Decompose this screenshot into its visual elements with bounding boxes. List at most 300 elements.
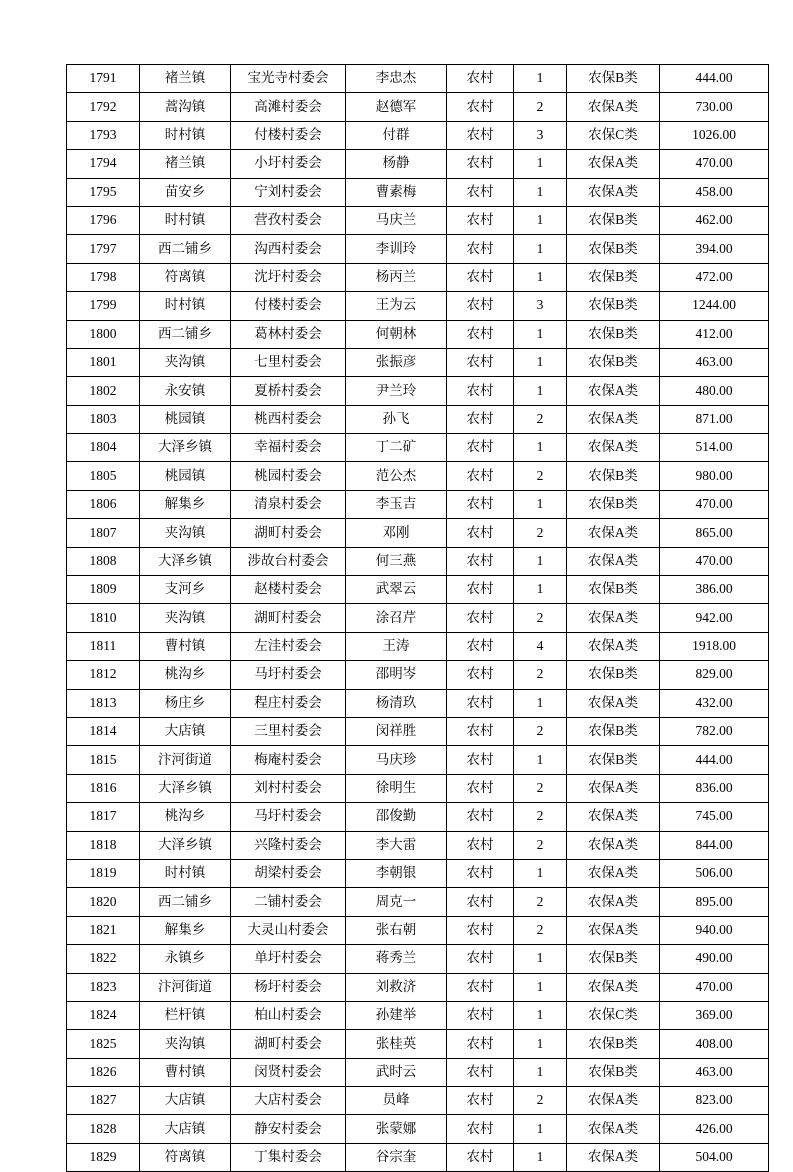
cell-village: 付楼村委会 [231,292,346,320]
cell-town: 大店镇 [140,1087,231,1115]
table-row [67,93,769,121]
cell-sequence-number: 1810 [67,604,140,632]
cell-subsidy-class: 农保A类 [567,604,660,632]
cell-town: 夹沟镇 [140,1030,231,1058]
table-row [67,576,769,604]
cell-town: 杨庄乡 [140,689,231,717]
cell-town: 桃沟乡 [140,661,231,689]
cell-subsidy-class: 农保A类 [567,632,660,660]
cell-household-type: 农村 [447,547,514,575]
cell-town: 永安镇 [140,377,231,405]
cell-person-name: 谷宗奎 [346,1143,447,1171]
cell-household-type: 农村 [447,945,514,973]
table-row [67,178,769,206]
cell-amount: 462.00 [660,206,769,234]
table-row [67,803,769,831]
cell-village: 小圩村委会 [231,150,346,178]
table-row [67,717,769,745]
cell-person-name: 李朝银 [346,859,447,887]
cell-town: 大泽乡镇 [140,547,231,575]
cell-amount: 895.00 [660,888,769,916]
cell-person-count: 1 [514,150,567,178]
cell-town: 桃园镇 [140,405,231,433]
cell-household-type: 农村 [447,1143,514,1171]
cell-town: 时村镇 [140,292,231,320]
cell-town: 褚兰镇 [140,65,231,93]
cell-sequence-number: 1816 [67,774,140,802]
cell-town: 桃园镇 [140,462,231,490]
cell-person-count: 1 [514,746,567,774]
cell-person-count: 3 [514,292,567,320]
cell-household-type: 农村 [447,661,514,689]
table-row [67,121,769,149]
cell-amount: 745.00 [660,803,769,831]
table-row [67,235,769,263]
cell-sequence-number: 1821 [67,916,140,944]
cell-subsidy-class: 农保A类 [567,405,660,433]
cell-town: 西二铺乡 [140,320,231,348]
cell-person-name: 武时云 [346,1058,447,1086]
cell-town: 时村镇 [140,206,231,234]
table-row [67,632,769,660]
cell-household-type: 农村 [447,973,514,1001]
cell-sequence-number: 1801 [67,348,140,376]
table-row [67,490,769,518]
cell-village: 马圩村委会 [231,661,346,689]
cell-amount: 865.00 [660,519,769,547]
cell-town: 大店镇 [140,717,231,745]
cell-person-name: 孙建举 [346,1001,447,1029]
cell-person-name: 邵明岑 [346,661,447,689]
cell-town: 褚兰镇 [140,150,231,178]
cell-amount: 871.00 [660,405,769,433]
cell-person-name: 张桂英 [346,1030,447,1058]
cell-person-name: 赵德军 [346,93,447,121]
cell-household-type: 农村 [447,462,514,490]
cell-amount: 980.00 [660,462,769,490]
cell-person-name: 王为云 [346,292,447,320]
cell-village: 湖町村委会 [231,1030,346,1058]
cell-household-type: 农村 [447,1058,514,1086]
cell-village: 赵楼村委会 [231,576,346,604]
cell-sequence-number: 1823 [67,973,140,1001]
cell-amount: 369.00 [660,1001,769,1029]
cell-village: 柏山村委会 [231,1001,346,1029]
cell-town: 西二铺乡 [140,888,231,916]
cell-subsidy-class: 农保B类 [567,1030,660,1058]
cell-sequence-number: 1805 [67,462,140,490]
cell-sequence-number: 1796 [67,206,140,234]
cell-person-count: 1 [514,973,567,1001]
cell-subsidy-class: 农保A类 [567,888,660,916]
cell-town: 夹沟镇 [140,604,231,632]
cell-village: 沈圩村委会 [231,263,346,291]
cell-subsidy-class: 农保A类 [567,178,660,206]
table-row [67,434,769,462]
cell-town: 大泽乡镇 [140,831,231,859]
cell-person-count: 1 [514,490,567,518]
cell-sequence-number: 1826 [67,1058,140,1086]
cell-amount: 730.00 [660,93,769,121]
cell-subsidy-class: 农保A类 [567,973,660,1001]
cell-village: 宝光寺村委会 [231,65,346,93]
cell-amount: 1918.00 [660,632,769,660]
cell-person-name: 刘救济 [346,973,447,1001]
cell-town: 时村镇 [140,121,231,149]
cell-amount: 470.00 [660,150,769,178]
cell-amount: 470.00 [660,490,769,518]
cell-sequence-number: 1817 [67,803,140,831]
cell-person-count: 1 [514,434,567,462]
cell-village: 程庄村委会 [231,689,346,717]
cell-amount: 412.00 [660,320,769,348]
table-row [67,774,769,802]
cell-amount: 823.00 [660,1087,769,1115]
cell-village: 高滩村委会 [231,93,346,121]
cell-sequence-number: 1804 [67,434,140,462]
cell-person-count: 3 [514,121,567,149]
cell-person-name: 蒋秀兰 [346,945,447,973]
cell-village: 左洼村委会 [231,632,346,660]
cell-subsidy-class: 农保B类 [567,661,660,689]
cell-person-name: 付群 [346,121,447,149]
cell-subsidy-class: 农保B类 [567,292,660,320]
cell-town: 夹沟镇 [140,348,231,376]
cell-person-name: 邓刚 [346,519,447,547]
cell-sequence-number: 1815 [67,746,140,774]
cell-village: 葛林村委会 [231,320,346,348]
cell-subsidy-class: 农保A类 [567,689,660,717]
cell-person-name: 范公杰 [346,462,447,490]
cell-amount: 504.00 [660,1143,769,1171]
cell-village: 刘村村委会 [231,774,346,802]
cell-amount: 463.00 [660,1058,769,1086]
table-row [67,206,769,234]
cell-person-count: 4 [514,632,567,660]
cell-village: 清泉村委会 [231,490,346,518]
cell-amount: 942.00 [660,604,769,632]
cell-household-type: 农村 [447,121,514,149]
cell-person-name: 杨清玖 [346,689,447,717]
cell-village: 湖町村委会 [231,519,346,547]
cell-person-count: 1 [514,235,567,263]
cell-town: 符离镇 [140,1143,231,1171]
cell-sequence-number: 1811 [67,632,140,660]
cell-town: 桃沟乡 [140,803,231,831]
cell-household-type: 农村 [447,803,514,831]
cell-person-count: 1 [514,320,567,348]
cell-person-count: 1 [514,547,567,575]
table-row [67,547,769,575]
cell-person-count: 2 [514,93,567,121]
cell-village: 付楼村委会 [231,121,346,149]
cell-person-count: 1 [514,859,567,887]
cell-subsidy-class: 农保A类 [567,547,660,575]
cell-amount: 480.00 [660,377,769,405]
cell-subsidy-class: 农保A类 [567,377,660,405]
table-row [67,661,769,689]
cell-person-name: 何三燕 [346,547,447,575]
cell-person-name: 李大雷 [346,831,447,859]
cell-amount: 458.00 [660,178,769,206]
cell-person-count: 2 [514,916,567,944]
cell-person-count: 2 [514,888,567,916]
cell-village: 丁集村委会 [231,1143,346,1171]
cell-person-name: 丁二矿 [346,434,447,462]
cell-town: 曹村镇 [140,632,231,660]
cell-household-type: 农村 [447,377,514,405]
cell-person-count: 1 [514,945,567,973]
cell-village: 夏桥村委会 [231,377,346,405]
cell-village: 幸福村委会 [231,434,346,462]
cell-subsidy-class: 农保B类 [567,206,660,234]
cell-town: 西二铺乡 [140,235,231,263]
cell-subsidy-class: 农保B类 [567,65,660,93]
cell-person-name: 杨丙兰 [346,263,447,291]
cell-sequence-number: 1818 [67,831,140,859]
cell-person-name: 李忠杰 [346,65,447,93]
cell-village: 三里村委会 [231,717,346,745]
cell-sequence-number: 1803 [67,405,140,433]
cell-sequence-number: 1791 [67,65,140,93]
cell-subsidy-class: 农保C类 [567,121,660,149]
cell-sequence-number: 1820 [67,888,140,916]
cell-subsidy-class: 农保A类 [567,1115,660,1143]
cell-sequence-number: 1798 [67,263,140,291]
cell-person-count: 1 [514,1115,567,1143]
cell-household-type: 农村 [447,206,514,234]
cell-person-name: 孙飞 [346,405,447,433]
cell-person-name: 员峰 [346,1087,447,1115]
table-body [67,65,769,1172]
cell-sequence-number: 1825 [67,1030,140,1058]
cell-town: 解集乡 [140,490,231,518]
cell-town: 支河乡 [140,576,231,604]
table-row [67,405,769,433]
table-row [67,831,769,859]
cell-person-name: 涂召芹 [346,604,447,632]
cell-household-type: 农村 [447,150,514,178]
cell-subsidy-class: 农保B类 [567,462,660,490]
table-row [67,348,769,376]
cell-person-name: 徐明生 [346,774,447,802]
cell-household-type: 农村 [447,632,514,660]
cell-subsidy-class: 农保A类 [567,859,660,887]
cell-household-type: 农村 [447,235,514,263]
table-row [67,945,769,973]
cell-amount: 514.00 [660,434,769,462]
table-row [67,746,769,774]
cell-village: 杨圩村委会 [231,973,346,1001]
cell-household-type: 农村 [447,1087,514,1115]
cell-sequence-number: 1793 [67,121,140,149]
cell-town: 解集乡 [140,916,231,944]
cell-village: 营孜村委会 [231,206,346,234]
table-row [67,150,769,178]
table-row [67,1058,769,1086]
cell-household-type: 农村 [447,774,514,802]
cell-household-type: 农村 [447,689,514,717]
cell-amount: 490.00 [660,945,769,973]
cell-amount: 1244.00 [660,292,769,320]
cell-household-type: 农村 [447,1001,514,1029]
cell-person-count: 1 [514,263,567,291]
cell-amount: 394.00 [660,235,769,263]
cell-person-count: 2 [514,803,567,831]
cell-town: 汴河街道 [140,746,231,774]
table-row [67,604,769,632]
cell-person-count: 2 [514,774,567,802]
cell-subsidy-class: 农保A类 [567,916,660,944]
cell-person-count: 2 [514,462,567,490]
cell-town: 栏杆镇 [140,1001,231,1029]
cell-amount: 386.00 [660,576,769,604]
cell-person-name: 邵俊勤 [346,803,447,831]
cell-subsidy-class: 农保B类 [567,717,660,745]
cell-village: 宁刘村委会 [231,178,346,206]
cell-amount: 782.00 [660,717,769,745]
cell-household-type: 农村 [447,93,514,121]
cell-sequence-number: 1827 [67,1087,140,1115]
cell-village: 胡梁村委会 [231,859,346,887]
cell-town: 夹沟镇 [140,519,231,547]
cell-amount: 836.00 [660,774,769,802]
cell-amount: 844.00 [660,831,769,859]
cell-subsidy-class: 农保B类 [567,235,660,263]
cell-person-count: 1 [514,206,567,234]
cell-sequence-number: 1809 [67,576,140,604]
table-row [67,1115,769,1143]
table-row [67,859,769,887]
cell-village: 兴隆村委会 [231,831,346,859]
cell-sequence-number: 1824 [67,1001,140,1029]
cell-sequence-number: 1806 [67,490,140,518]
cell-subsidy-class: 农保B类 [567,263,660,291]
cell-amount: 426.00 [660,1115,769,1143]
cell-person-name: 马庆珍 [346,746,447,774]
cell-subsidy-class: 农保A类 [567,150,660,178]
cell-sequence-number: 1802 [67,377,140,405]
cell-town: 汴河街道 [140,973,231,1001]
cell-sequence-number: 1800 [67,320,140,348]
cell-person-count: 2 [514,661,567,689]
cell-village: 七里村委会 [231,348,346,376]
cell-household-type: 农村 [447,604,514,632]
cell-town: 大店镇 [140,1115,231,1143]
cell-town: 永镇乡 [140,945,231,973]
cell-subsidy-class: 农保B类 [567,348,660,376]
cell-village: 静安村委会 [231,1115,346,1143]
table-row [67,916,769,944]
table-row [67,1143,769,1171]
cell-sequence-number: 1808 [67,547,140,575]
cell-subsidy-class: 农保C类 [567,1001,660,1029]
cell-village: 湖町村委会 [231,604,346,632]
cell-person-name: 李玉吉 [346,490,447,518]
cell-person-count: 1 [514,1058,567,1086]
cell-amount: 408.00 [660,1030,769,1058]
cell-amount: 470.00 [660,973,769,1001]
cell-person-name: 王涛 [346,632,447,660]
cell-town: 曹村镇 [140,1058,231,1086]
cell-person-name: 李训玲 [346,235,447,263]
cell-amount: 940.00 [660,916,769,944]
cell-subsidy-class: 农保B类 [567,1058,660,1086]
cell-person-name: 曹素梅 [346,178,447,206]
cell-person-name: 杨静 [346,150,447,178]
cell-sequence-number: 1799 [67,292,140,320]
cell-person-count: 1 [514,576,567,604]
cell-household-type: 农村 [447,263,514,291]
cell-household-type: 农村 [447,405,514,433]
cell-subsidy-class: 农保A类 [567,774,660,802]
table-row [67,973,769,1001]
cell-subsidy-class: 农保B类 [567,576,660,604]
table-row [67,292,769,320]
cell-town: 时村镇 [140,859,231,887]
cell-household-type: 农村 [447,888,514,916]
cell-subsidy-class: 农保B类 [567,320,660,348]
cell-subsidy-class: 农保A类 [567,803,660,831]
cell-person-name: 周克一 [346,888,447,916]
cell-person-count: 2 [514,1087,567,1115]
cell-household-type: 农村 [447,576,514,604]
cell-household-type: 农村 [447,490,514,518]
cell-household-type: 农村 [447,348,514,376]
cell-village: 桃西村委会 [231,405,346,433]
cell-household-type: 农村 [447,292,514,320]
cell-sequence-number: 1807 [67,519,140,547]
cell-household-type: 农村 [447,831,514,859]
cell-amount: 470.00 [660,547,769,575]
table-row [67,888,769,916]
cell-person-name: 闵祥胜 [346,717,447,745]
cell-person-count: 2 [514,717,567,745]
cell-village: 沟西村委会 [231,235,346,263]
table-row [67,263,769,291]
cell-sequence-number: 1828 [67,1115,140,1143]
cell-household-type: 农村 [447,519,514,547]
cell-person-count: 1 [514,1030,567,1058]
cell-person-count: 2 [514,405,567,433]
cell-amount: 829.00 [660,661,769,689]
cell-village: 大灵山村委会 [231,916,346,944]
cell-subsidy-class: 农保A类 [567,1087,660,1115]
cell-sequence-number: 1812 [67,661,140,689]
cell-household-type: 农村 [447,65,514,93]
table-row [67,1001,769,1029]
table-row [67,320,769,348]
table-row [67,1087,769,1115]
cell-sequence-number: 1819 [67,859,140,887]
cell-person-count: 1 [514,178,567,206]
cell-village: 马圩村委会 [231,803,346,831]
cell-sequence-number: 1813 [67,689,140,717]
cell-sequence-number: 1814 [67,717,140,745]
cell-amount: 463.00 [660,348,769,376]
cell-town: 苗安乡 [140,178,231,206]
cell-subsidy-class: 农保A类 [567,1143,660,1171]
cell-person-count: 2 [514,604,567,632]
cell-subsidy-class: 农保B类 [567,746,660,774]
cell-person-count: 1 [514,348,567,376]
cell-household-type: 农村 [447,1030,514,1058]
cell-person-name: 何朝林 [346,320,447,348]
cell-person-count: 1 [514,689,567,717]
cell-sequence-number: 1794 [67,150,140,178]
cell-town: 符离镇 [140,263,231,291]
table-row [67,519,769,547]
